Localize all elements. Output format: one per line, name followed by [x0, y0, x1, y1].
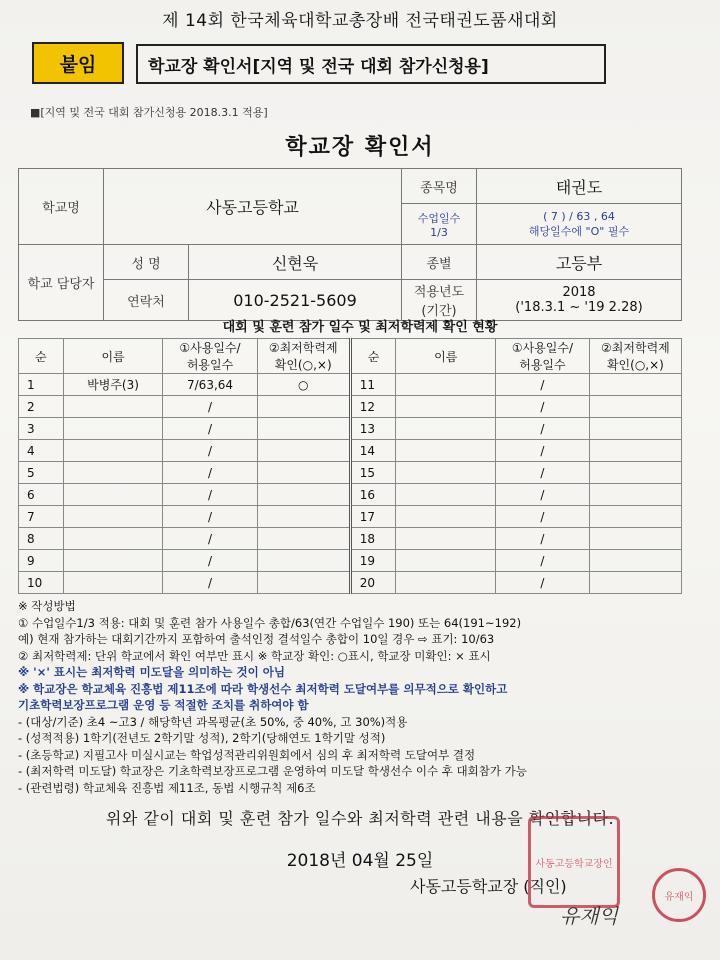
cell-check	[589, 462, 681, 484]
page-title: 학교장 확인서	[285, 135, 435, 160]
table-row	[19, 528, 682, 550]
label-name: 성 명	[104, 245, 189, 280]
days-value: ( 7 ) / 63 , 64	[543, 209, 615, 223]
cell-check	[589, 418, 681, 440]
cell-no: 9	[19, 550, 64, 572]
label-apply-period: (기간)	[421, 304, 457, 319]
cell-name	[396, 572, 496, 594]
note-line: ① 수업일수1/3 적용: 대회 및 훈련 참가 사용일수 총합/63(연간 수업일수 190) 또는 64(191~192)	[18, 615, 522, 630]
cell-check: ○	[257, 374, 350, 396]
note-line: - (대상/기준) 초4 ~고3 / 해당학년 과목평균(초 50%, 중 40%, 고 30%)적용	[18, 714, 408, 729]
principal-signature-line: 사동고등학교장 (직인)	[410, 877, 567, 896]
cell-name	[396, 528, 496, 550]
attachment-badge: 붙임	[32, 42, 124, 84]
label-manager: 학교 담당자	[19, 245, 104, 321]
cell-no: 12	[350, 396, 396, 418]
table-row	[19, 484, 682, 506]
cell-name	[396, 440, 496, 462]
section-title: 대회 및 훈련 참가 일수 및 최저학력제 확인 현황	[222, 320, 498, 335]
table-row	[19, 506, 682, 528]
cell-check	[257, 396, 350, 418]
cell-days: 7/63,64	[163, 374, 257, 396]
cell-days: /	[496, 374, 590, 396]
cell-check	[257, 484, 350, 506]
note-line: ※ 학교장은 학교체육 진흥법 제11조에 따라 학생선수 최저학력 도달여부를 의무적으로 확인하고	[18, 681, 508, 696]
confirmation-text: 위와 같이 대회 및 훈련 참가 일수와 최저학력 관련 내용을 확인합니다.	[105, 809, 615, 828]
category-value: 고등부	[477, 245, 682, 280]
label-class-days: 수업일수	[417, 211, 461, 225]
info-table	[18, 168, 682, 321]
cell-name	[396, 506, 496, 528]
manager-name: 신현욱	[189, 245, 402, 280]
table-row	[19, 550, 682, 572]
cell-check	[589, 374, 681, 396]
year-value: 2018	[562, 285, 596, 300]
cell-no: 18	[350, 528, 396, 550]
cell-no: 19	[350, 550, 396, 572]
cell-days: /	[163, 528, 257, 550]
cell-check	[257, 462, 350, 484]
cell-days: /	[163, 484, 257, 506]
col-days-sub-right: 허용일수	[519, 358, 566, 372]
col-academic-right: ②최저학력제	[601, 341, 670, 355]
col-days: ①사용일수/	[179, 341, 241, 355]
note-line: 기초학력보장프로그램 운영 등 적절한 조치를 취하여야 함	[18, 698, 309, 712]
label-apply-year: 적용년도	[413, 285, 465, 300]
cell-name	[63, 484, 163, 506]
form-version: ■[지역 및 전국 대회 참가신청용 2018.3.1 적용]	[30, 106, 268, 119]
cell-days: /	[496, 440, 590, 462]
cell-name	[63, 572, 163, 594]
principal-seal: 유재익	[652, 868, 706, 922]
cell-no: 14	[350, 440, 396, 462]
cell-name	[396, 374, 496, 396]
cell-no: 13	[350, 418, 396, 440]
cell-no: 5	[19, 462, 64, 484]
cell-no: 15	[350, 462, 396, 484]
cell-name	[63, 506, 163, 528]
cell-no: 7	[19, 506, 64, 528]
cell-no: 2	[19, 396, 64, 418]
cell-days: /	[496, 418, 590, 440]
note-line: ② 최저학력제: 단위 학교에서 확인 여부만 표시 ※ 학교장 확인: ○표시, 학교장 미확인: × 표시	[18, 648, 491, 663]
cell-check	[589, 440, 681, 462]
period-value: ('18.3.1 ~ '19 2.28)	[515, 300, 643, 315]
cell-no: 1	[19, 374, 64, 396]
cell-check	[589, 550, 681, 572]
note-line: - (관련법령) 학교체육 진흥법 제11조, 동법 시행규칙 제6조	[18, 780, 316, 795]
table-row	[19, 440, 682, 462]
cell-days: /	[163, 550, 257, 572]
col-academic-sub-right: 확인(○,×)	[606, 358, 664, 372]
instructions	[18, 598, 708, 796]
label-sport: 종목명	[402, 169, 477, 204]
sport-value: 태권도	[477, 169, 682, 204]
cell-name	[63, 396, 163, 418]
cell-name	[396, 462, 496, 484]
col-academic: ②최저학력제	[268, 341, 338, 355]
table-row	[19, 462, 682, 484]
cell-name	[396, 550, 496, 572]
cell-check	[589, 506, 681, 528]
cell-name	[63, 462, 163, 484]
cell-no: 10	[19, 572, 64, 594]
cell-name	[63, 550, 163, 572]
contact-value: 010-2521-5609	[189, 280, 402, 321]
col-days-right: ①사용일수/	[511, 341, 574, 355]
cell-name	[396, 418, 496, 440]
cell-no: 17	[350, 506, 396, 528]
event-title: 제 14회 한국체육대학교총장배 전국태권도품새대회	[162, 11, 558, 31]
cell-check	[257, 506, 350, 528]
participation-table	[18, 338, 682, 594]
cell-check	[589, 396, 681, 418]
cell-days: /	[496, 484, 590, 506]
cell-name	[396, 484, 496, 506]
document-subtitle: 학교장 확인서[지역 및 전국 대회 참가신청용]	[136, 44, 606, 84]
cell-check	[257, 440, 350, 462]
note-line: - (초등학교) 지필고사 미실시교는 학업성적관리위원회에서 심의 후 최저학력 도달여부 결정	[18, 747, 476, 762]
col-name-right: 이름	[396, 339, 496, 374]
note-line: 예) 현재 참가하는 대회기간까지 포함하여 출석인정 결석일수 총합이 10일 경우 ⇨ 표기: 10/63	[18, 632, 495, 646]
label-class-days-ratio: 1/3	[430, 225, 448, 239]
table-row	[19, 572, 682, 594]
table-row	[19, 418, 682, 440]
cell-no: 6	[19, 484, 64, 506]
cell-no: 4	[19, 440, 64, 462]
cell-days: /	[496, 506, 590, 528]
notes-title: ※ 작성방법	[18, 599, 76, 613]
days-note: 해당일수에 "O" 필수	[528, 224, 630, 238]
cell-no: 16	[350, 484, 396, 506]
cell-name	[63, 528, 163, 550]
col-days-sub: 허용일수	[186, 358, 234, 372]
cell-name	[63, 440, 163, 462]
cell-days: /	[496, 528, 590, 550]
table-row	[19, 374, 682, 396]
label-contact: 연락처	[104, 280, 189, 321]
handwritten-signature: 유재익	[560, 904, 618, 928]
note-line: - (성적적용) 1학기(전년도 2학기말 성적), 2학기(당해연도 1학기말 성적)	[18, 731, 386, 745]
cell-name: 박병주(3)	[63, 374, 163, 396]
col-academic-sub: 확인(○,×)	[274, 358, 332, 372]
cell-check	[589, 484, 681, 506]
issue-date: 2018년 04월 25일	[286, 851, 434, 871]
cell-days: /	[163, 396, 257, 418]
table-row	[19, 396, 682, 418]
cell-name	[396, 396, 496, 418]
cell-days: /	[163, 418, 257, 440]
note-line: ※ '×' 표시는 최저학력 미도달을 의미하는 것이 아님	[18, 665, 285, 679]
cell-check	[257, 528, 350, 550]
cell-name	[63, 418, 163, 440]
note-line: - (최저학력 미도달) 학교장은 기초학력보장프로그램 운영하여 미도달 학생선수 이수 후 대회참가 가능	[18, 764, 527, 778]
cell-days: /	[496, 396, 590, 418]
cell-no: 3	[19, 418, 64, 440]
cell-days: /	[496, 550, 590, 572]
school-stamp: 사동고등학교장인	[528, 816, 620, 908]
cell-check	[589, 572, 681, 594]
cell-days: /	[163, 506, 257, 528]
cell-no: 8	[19, 528, 64, 550]
cell-no: 11	[350, 374, 396, 396]
cell-days: /	[163, 572, 257, 594]
cell-check	[257, 418, 350, 440]
cell-check	[589, 528, 681, 550]
col-no: 순	[19, 339, 64, 374]
cell-days: /	[496, 572, 590, 594]
cell-days: /	[163, 440, 257, 462]
cell-check	[257, 572, 350, 594]
cell-days: /	[163, 462, 257, 484]
col-name: 이름	[63, 339, 163, 374]
label-school: 학교명	[19, 169, 104, 245]
cell-days: /	[496, 462, 590, 484]
label-category: 종별	[402, 245, 477, 280]
school-name: 사동고등학교	[104, 169, 402, 245]
cell-check	[257, 550, 350, 572]
col-no-right: 순	[350, 339, 396, 374]
cell-no: 20	[350, 572, 396, 594]
